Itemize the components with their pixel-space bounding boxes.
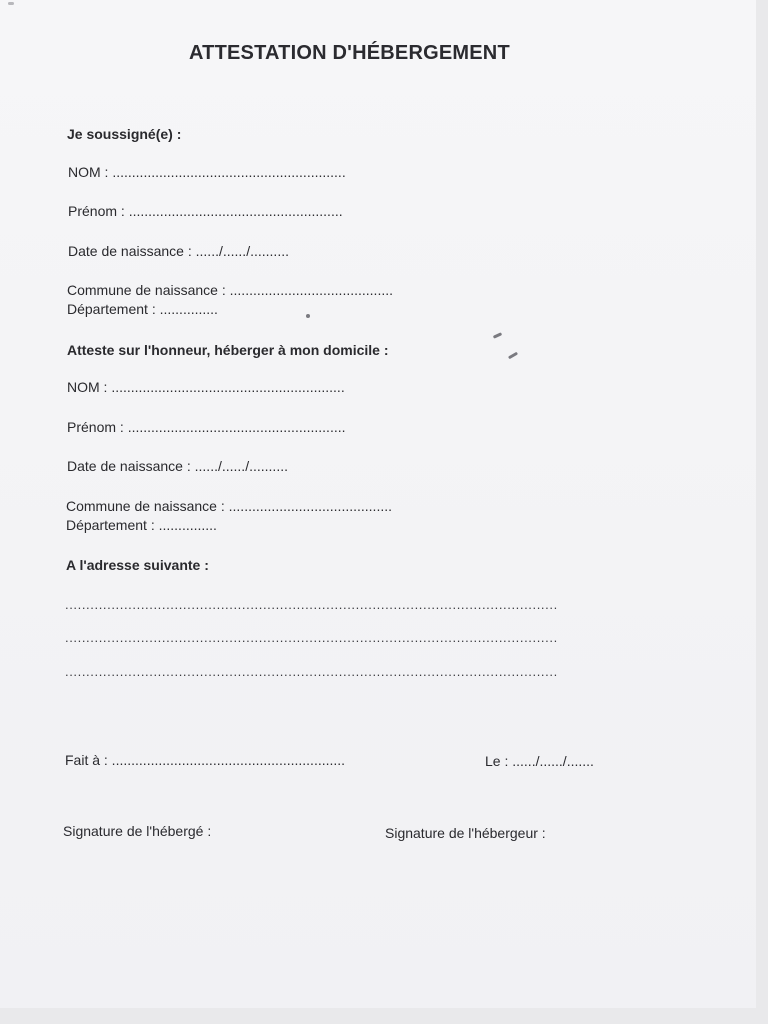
guest-birthplace-field: Commune de naissance : .......................................... — [66, 498, 393, 514]
ink-speck — [508, 352, 518, 360]
host-birthplace-field: Commune de naissance : .......................................... — [67, 282, 394, 298]
ink-speck — [493, 332, 502, 339]
section-heading-address: A l'adresse suivante : — [66, 557, 209, 573]
section-heading-guest: Atteste sur l'honneur, héberger à mon domicile : — [67, 342, 389, 358]
date-le-field: Le : ....../....../....... — [485, 753, 594, 769]
ink-speck — [8, 2, 14, 5]
document-title: ATTESTATION D'HÉBERGEMENT — [189, 42, 510, 64]
host-department-field: Département : ............... — [67, 301, 218, 317]
guest-birthdate-field: Date de naissance : ....../....../.......... — [67, 458, 288, 474]
guest-nom-field: NOM : ............................................................ — [67, 379, 345, 395]
host-nom-field: NOM : ............................................................ — [68, 164, 346, 180]
address-line-1: ..................................................................................................................... — [65, 597, 558, 612]
ink-speck — [306, 314, 310, 318]
signature-heberge-label: Signature de l'hébergé : — [63, 823, 212, 839]
fait-a-field: Fait à : ............................................................ — [65, 752, 346, 768]
signature-hebergeur-label: Signature de l'hébergeur : — [385, 825, 546, 841]
guest-department-field: Département : ............... — [66, 517, 217, 533]
host-birthdate-field: Date de naissance : ....../....../.......... — [68, 243, 289, 259]
address-line-3: ..................................................................................................................... — [65, 664, 558, 679]
section-heading-host: Je soussigné(e) : — [67, 126, 182, 142]
guest-prenom-field: Prénom : ........................................................ — [67, 419, 346, 435]
address-line-2: ..................................................................................................................... — [65, 630, 558, 645]
host-prenom-field: Prénom : ....................................................... — [68, 203, 343, 219]
